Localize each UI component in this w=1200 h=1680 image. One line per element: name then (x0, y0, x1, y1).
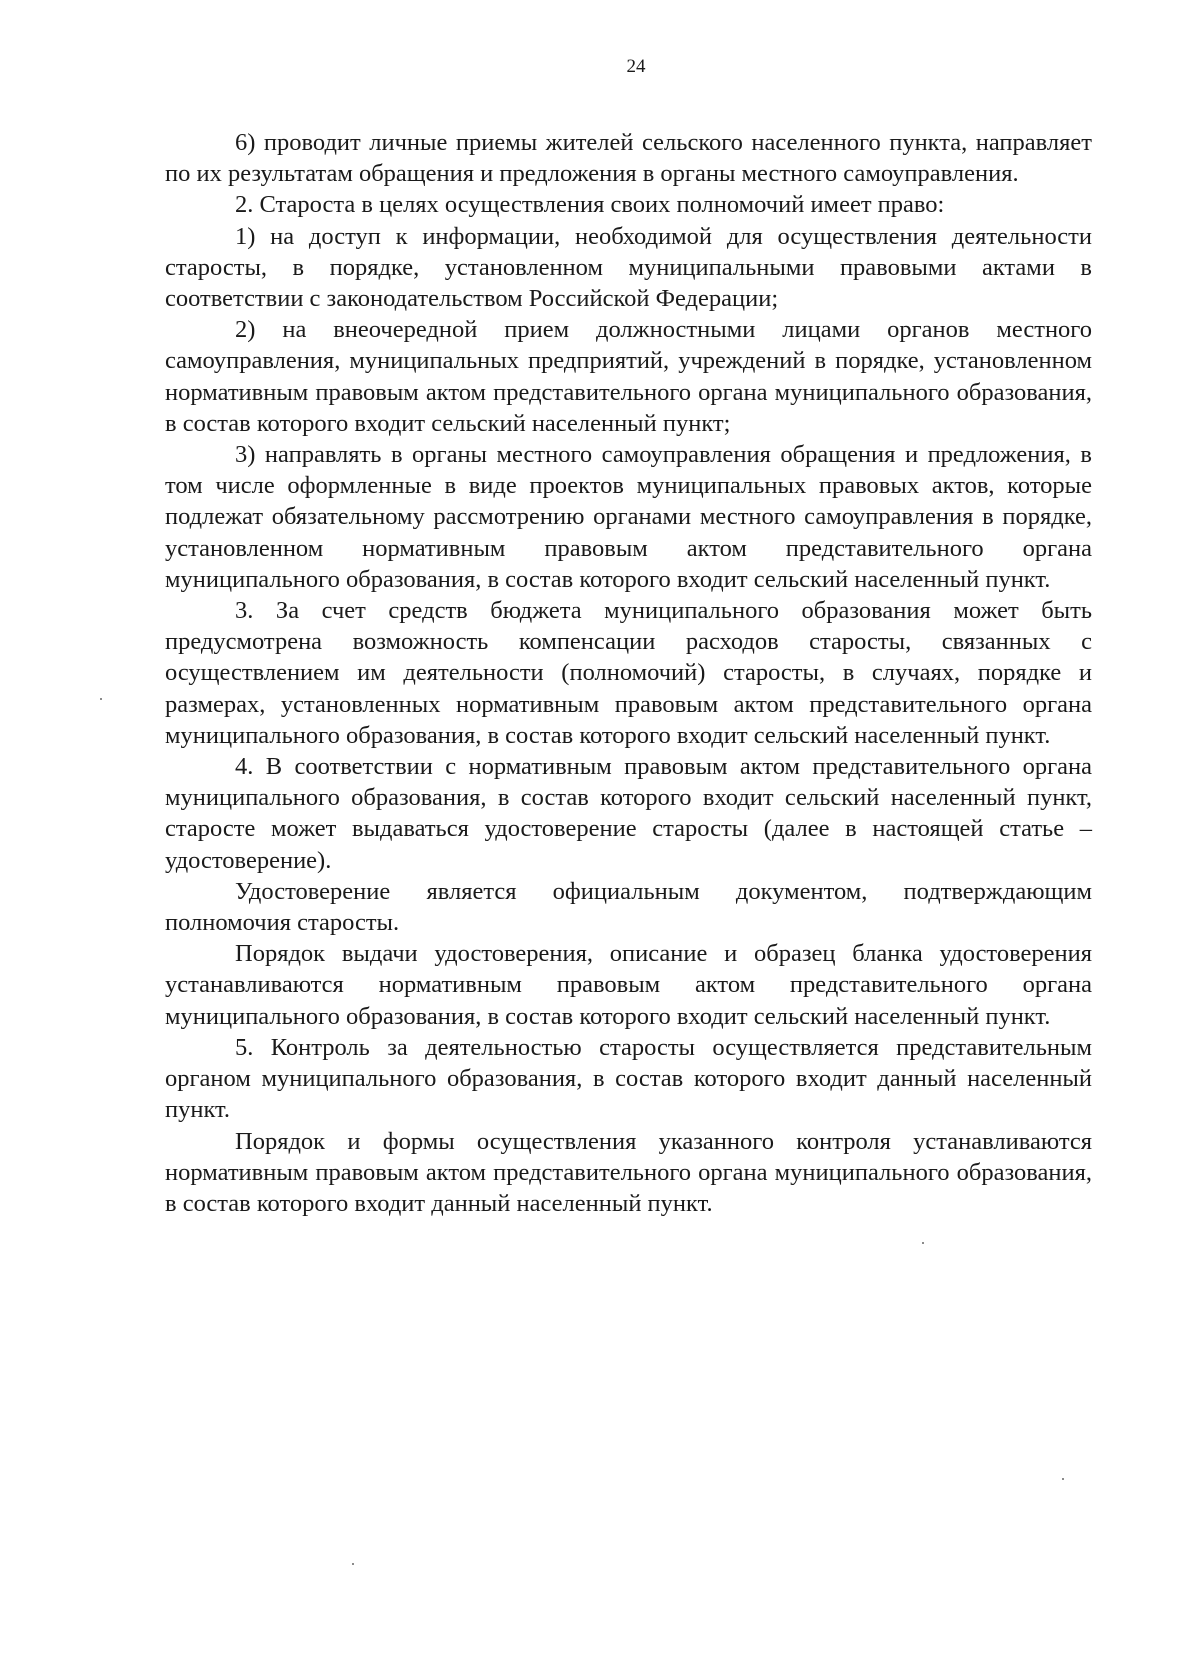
paragraph-right-1: 1) на доступ к информации, необходимой для осуществления деятельности старосты, в порядке, установленном муниципальными правовыми актами в соответствии с законодательством Российской Федерации; (165, 222, 1092, 313)
paragraph-right-3: 3) направлять в органы местного самоуправления обращения и предложения, в том числе оформленные в виде проектов муниципальных правовых актов, которые подлежат обязательному рассмотрению органами местного самоуправления в порядке, установленном нормативным правовым актом представительного органа муниципального образования, в состав которого входит сельский населенный пункт. (165, 441, 1092, 593)
document-body (165, 127, 1092, 1219)
scan-speck (1062, 1478, 1064, 1480)
paragraph-certificate-status: Удостоверение является официальным документом, подтверждающим полномочия старосты. (165, 877, 1092, 937)
paragraph-control-procedure: Порядок и формы осуществления указанного контроля устанавливаются нормативным правовым актом представительного органа муниципального образования, в состав которого входит данный населенный пункт. (165, 1127, 1092, 1217)
paragraph-right-2: 2) на внеочередной прием должностными лицами органов местного самоуправления, муниципальных предприятий, учреждений в порядке, установленном нормативным правовым актом представительного органа муниципального образования, в состав которого входит сельский населенный пункт; (165, 316, 1092, 437)
paragraph-section-2: 2. Староста в целях осуществления своих полномочий имеет право: (235, 191, 945, 219)
scan-speck (922, 1242, 924, 1244)
scan-speck (100, 698, 102, 700)
paragraph-section-3: 3. За счет средств бюджета муниципального образования может быть предусмотрена возможность компенсации расходов старосты, связанных с осуществлением им деятельности (полномочий) старосты, в случаях, порядке и размерах, установленных нормативным правовым актом представительного органа муниципального образования, в состав которого входит сельский населенный пункт. (165, 597, 1092, 749)
page-number: 24 (626, 56, 646, 77)
scan-speck (352, 1563, 354, 1565)
paragraph-item-6: 6) проводит личные приемы жителей сельского населенного пункта, направляет по их результатам обращения и предложения в органы местного самоуправления. (165, 129, 1092, 188)
paragraph-section-5: 5. Контроль за деятельностью старосты осуществляется представительным органом муниципального образования, в состав которого входит данный населенный пункт. (165, 1033, 1092, 1124)
paragraph-certificate-procedure: Порядок выдачи удостоверения, описание и образец бланка удостоверения устанавливаются нормативным правовым актом представительного органа муниципального образования, в состав которого входит сельский населенный пункт. (165, 940, 1092, 1030)
paragraph-section-4: 4. В соответствии с нормативным правовым актом представительного органа муниципального образования, в состав которого входит сельский населенный пункт, старосте может выдаваться удостоверение старосты (далее в настоящей статье – удостоверение). (165, 753, 1092, 874)
